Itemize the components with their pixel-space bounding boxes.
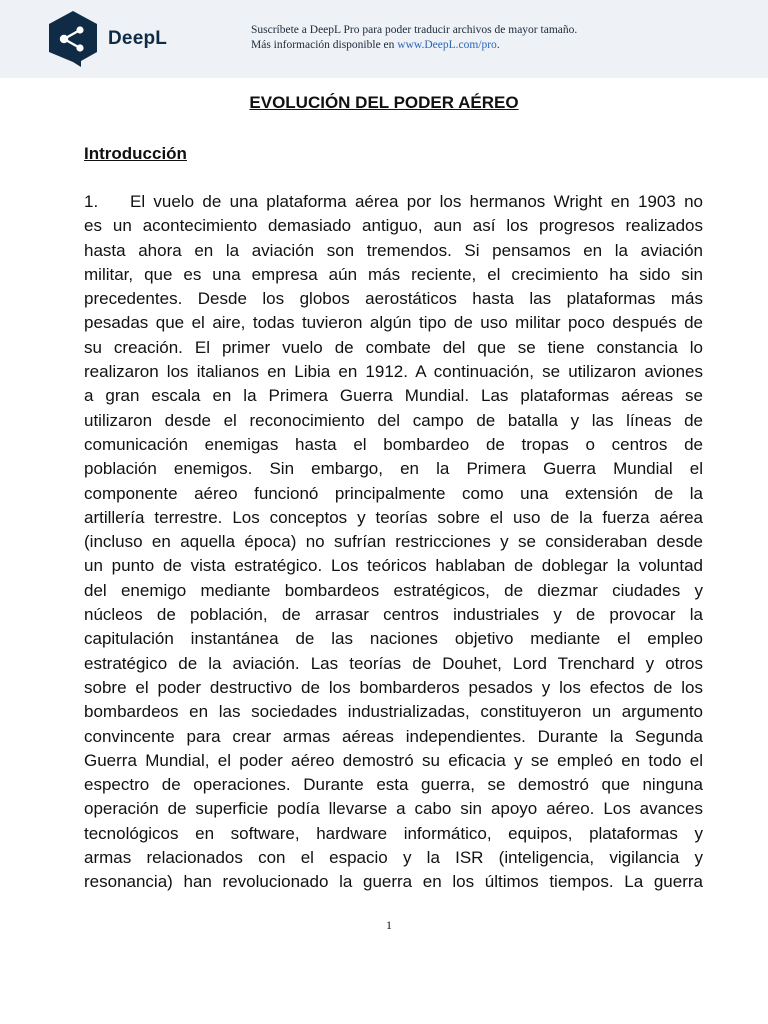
document-title-text: EVOLUCIÓN DEL PODER AÉREO — [249, 93, 519, 112]
paragraph-line — [84, 482, 703, 506]
paragraph-line — [84, 627, 703, 651]
paragraph-line-text: operación de superficie podía llevarse a cabo sin apoyo aéreo. Los avances — [84, 799, 703, 819]
paragraph-line-text: convincente para crear armas aéreas independientes. Durante la Segunda — [84, 726, 703, 746]
paragraph-line-text: Guerra Mundial, el poder aéreo demostró su eficacia y se empleó en todo el — [84, 750, 703, 770]
paragraph-line-text: población enemigos. Sin embargo, en la Primera Guerra Mundial el — [84, 459, 703, 479]
paragraph-line — [84, 311, 703, 335]
paragraph-number: 1. — [84, 192, 99, 211]
deepl-logo-icon — [47, 10, 99, 68]
paragraph-line-text: es un acontecimiento demasiado antiguo, aun así los progresos realizados — [84, 216, 703, 236]
paragraph-line-text: resonancia) han revolucionado la guerra en los últimos tiempos. La guerra — [84, 872, 703, 892]
paragraph-line-text: estratégico de la aviación. Las teorías de Douhet, Lord Trenchard y otros — [84, 653, 703, 673]
paragraph-line — [84, 725, 703, 749]
paragraph-line-text: del enemigo mediante bombardeos estratégicos, de diezmar ciudades y — [84, 580, 703, 600]
paragraph-line-text: bombardeos en las sociedades industrializadas, constituyeron un argumento — [84, 702, 703, 722]
paragraph-line-text: un punto de vista estratégico. Los teóricos hablaban de doblegar la voluntad — [84, 556, 703, 576]
paragraph-line — [84, 360, 703, 384]
paragraph-line-text: realizaron los italianos en Libia en 1912. A continuación, se utilizaron aviones — [84, 362, 703, 382]
paragraph-line-text: armas relacionados con el espacio y la ISR (inteligencia, vigilancia y — [84, 848, 703, 868]
promo-line-2-prefix: Más información disponible en — [251, 39, 398, 51]
paragraph-line — [84, 263, 703, 287]
deepl-banner — [0, 0, 768, 78]
paragraph-line-text: militar, que es una empresa aún más reciente, el crecimiento ha sido sin — [84, 264, 703, 284]
paragraph-line-text: su creación. El primer vuelo de combate del que se tiene constancia lo — [84, 337, 703, 357]
paragraph-line-text: pesadas que el aire, todas tuvieron algún tipo de uso militar poco después de — [84, 313, 703, 333]
section-heading: Introducción — [84, 144, 187, 163]
paragraph-line — [84, 409, 703, 433]
paragraph-line — [84, 749, 703, 773]
paragraph-line-text: a gran escala en la Primera Guerra Mundial. Las plataformas aéreas se — [84, 386, 703, 406]
paragraph-line — [84, 239, 703, 263]
paragraph-line-text: El vuelo de una plataforma aérea por los hermanos Wright en 1903 no — [130, 192, 703, 211]
paragraph-line — [84, 214, 703, 238]
body-paragraph — [84, 190, 703, 895]
promo-line-1: Suscríbete a DeepL Pro para poder traducir archivos de mayor tamaño. — [251, 24, 578, 36]
paragraph-line-text: componente aéreo funcionó principalmente como una extensión de la — [84, 483, 703, 503]
promo-text — [251, 23, 577, 53]
paragraph-line — [84, 846, 703, 870]
deepl-brand-name: DeepL — [108, 28, 168, 49]
paragraph-line — [84, 336, 703, 360]
paragraph-line-text: artillería terrestre. Los conceptos y teorías sobre el uso de la fuerza aérea — [84, 507, 703, 527]
paragraph-line-text: comunicación enemigas hasta el bombardeo de tropas o centros de — [84, 434, 703, 454]
paragraph-line — [84, 457, 703, 481]
paragraph-line — [84, 579, 703, 603]
page-number: 1 — [386, 918, 392, 932]
paragraph-line-text: espectro de operaciones. Durante esta guerra, se demostró que ninguna — [84, 775, 703, 795]
paragraph-line-text: (incluso en aquella época) no sufrían restricciones y se consideraban desde — [84, 532, 703, 552]
paragraph-line-text: utilizaron desde el reconocimiento del campo de batalla y las líneas de — [84, 410, 703, 430]
paragraph-line — [84, 384, 703, 408]
paragraph-line — [84, 603, 703, 627]
paragraph-line — [84, 773, 703, 797]
paragraph-line-text: núcleos de población, de arrasar centros industriales y de provocar la — [84, 605, 703, 625]
paragraph-line-text: tecnológicos en software, hardware informático, equipos, plataformas y — [84, 823, 703, 843]
paragraph-line — [84, 433, 703, 457]
paragraph-line — [84, 554, 703, 578]
paragraph-line-text: sobre el poder destructivo de los bombarderos pesados y los efectos de los — [84, 677, 703, 697]
paragraph-line — [84, 700, 703, 724]
paragraph-line — [84, 652, 703, 676]
deepl-logo[interactable] — [47, 10, 167, 68]
paragraph-line — [84, 530, 703, 554]
paragraph-line — [84, 870, 703, 894]
paragraph-line — [84, 190, 703, 214]
document-title — [0, 93, 768, 113]
promo-line-2-suffix: . — [496, 39, 500, 51]
paragraph-line — [84, 676, 703, 700]
paragraph-line-text: hasta ahora en la aviación son tremendos. Si pensamos en la aviación — [84, 240, 703, 260]
paragraph-line-text: precedentes. Desde los globos aerostáticos hasta las plataformas más — [84, 289, 703, 309]
paragraph-line — [84, 506, 703, 530]
paragraph-line — [84, 797, 703, 821]
promo-link[interactable]: www.DeepL.com/pro — [397, 39, 497, 51]
paragraph-line — [84, 287, 703, 311]
paragraph-line-text: capitulación instantánea de las naciones objetivo mediante el empleo — [84, 629, 703, 649]
promo-line-2 — [251, 38, 577, 53]
paragraph-line — [84, 822, 703, 846]
